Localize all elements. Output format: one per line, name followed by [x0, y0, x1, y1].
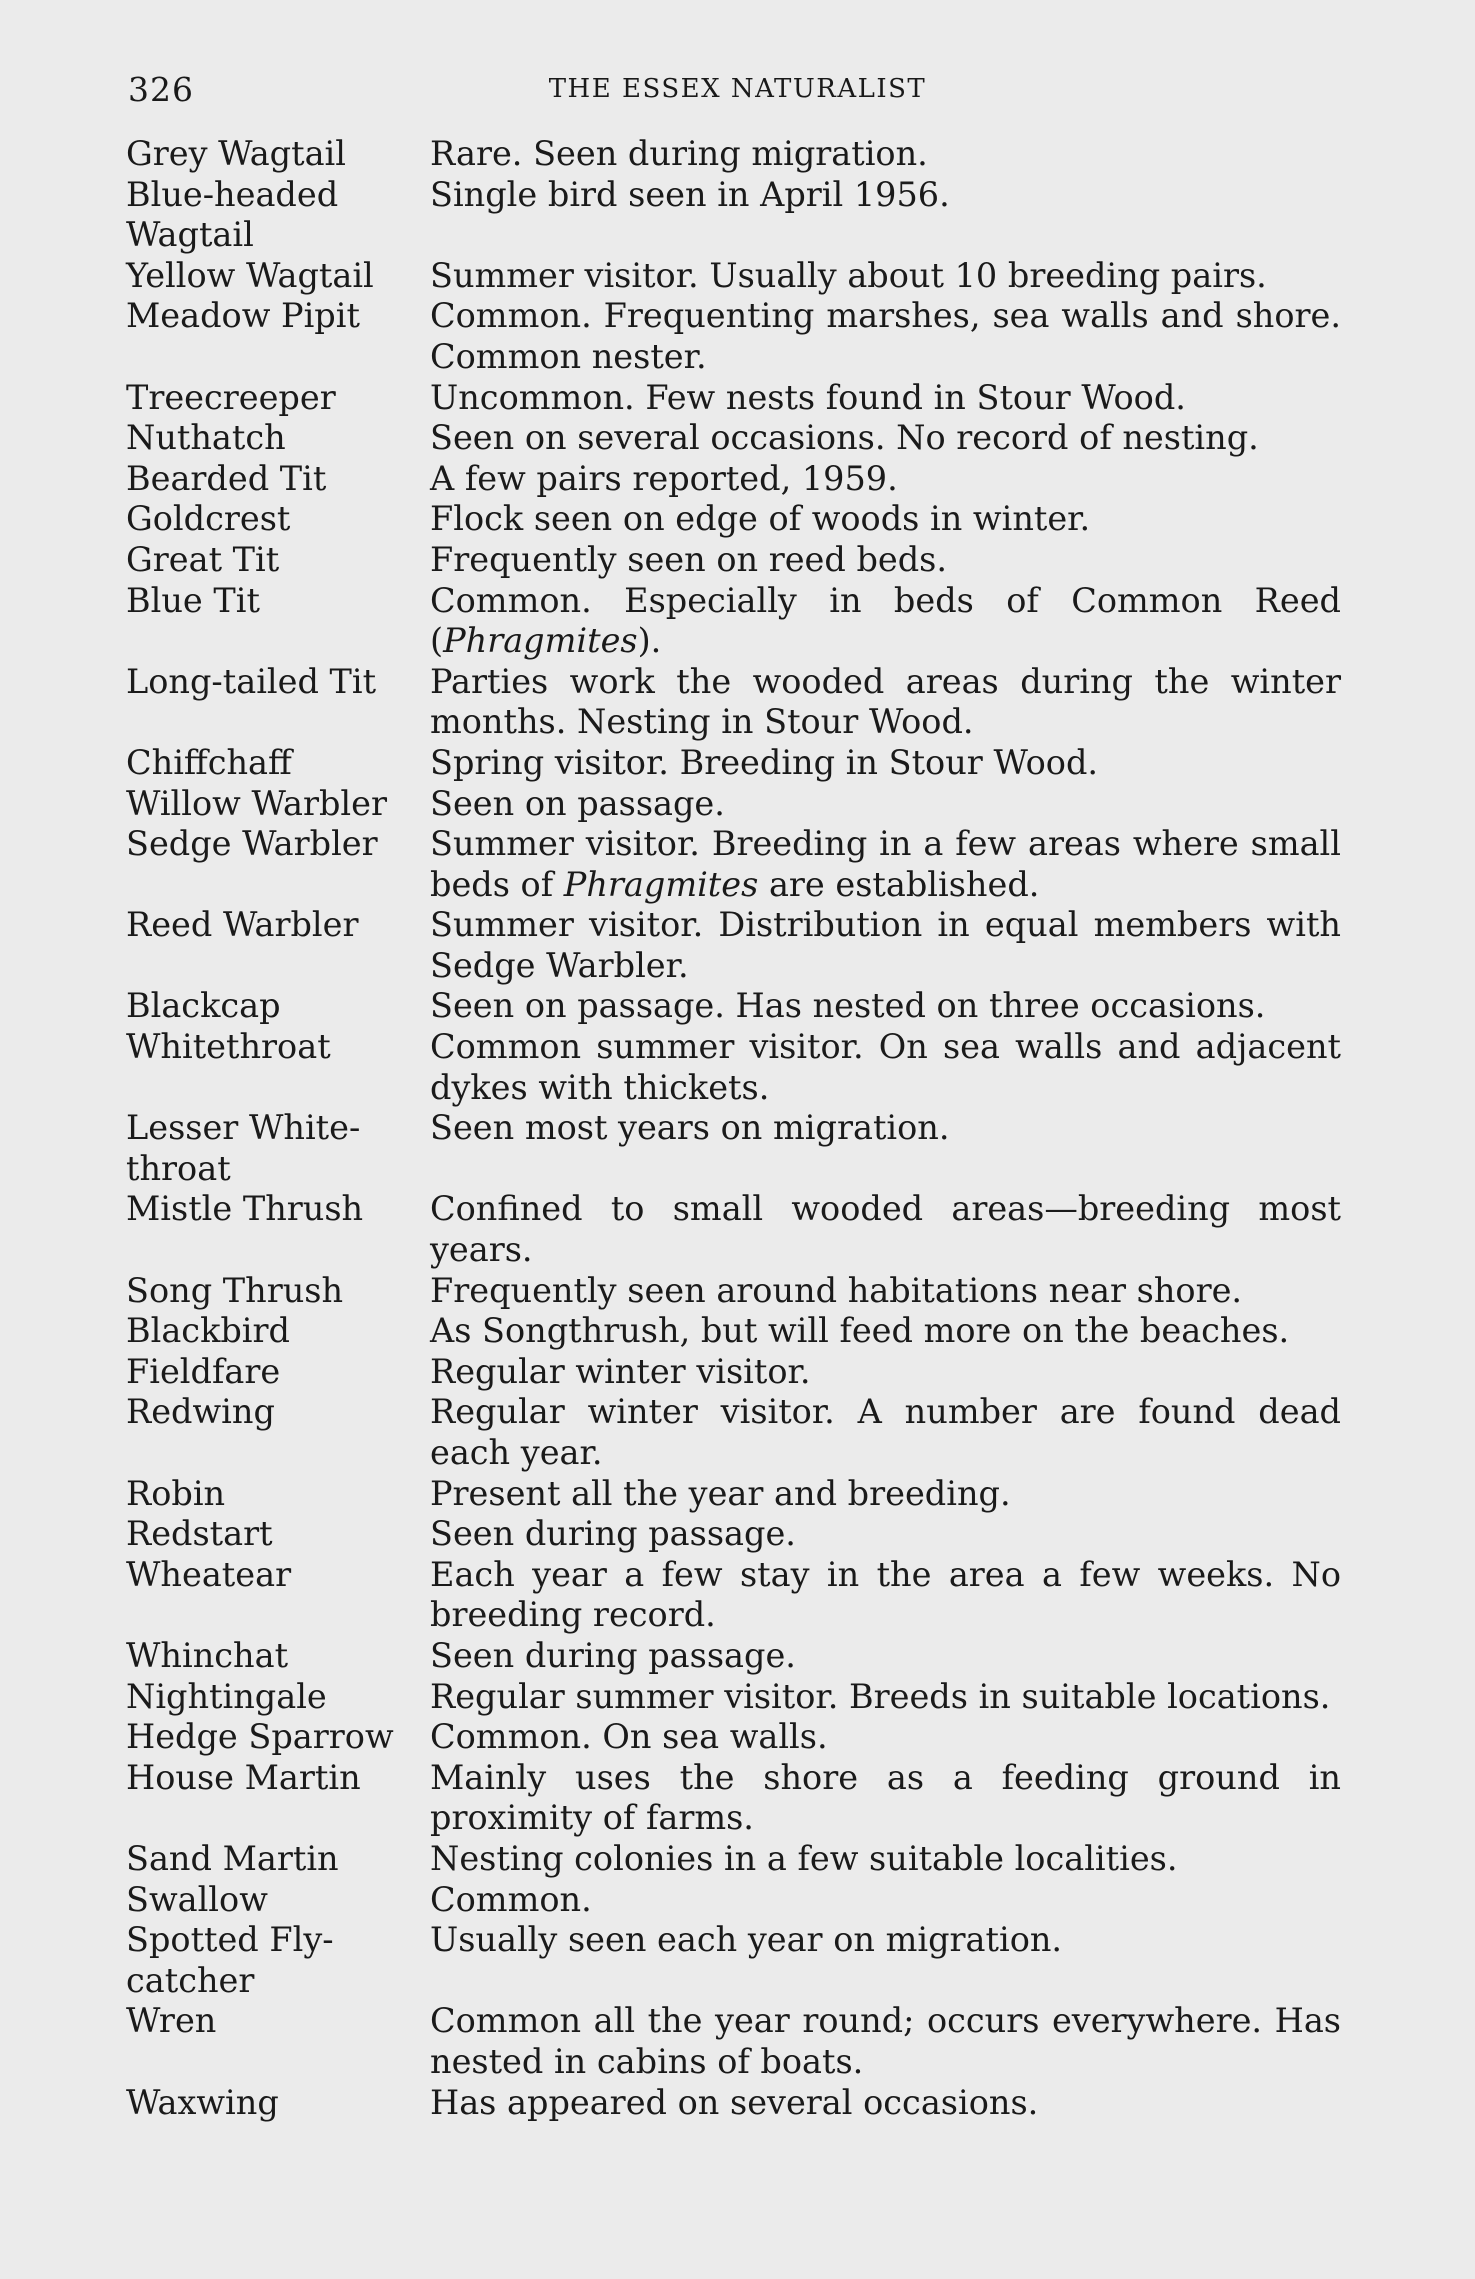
species-entry [126, 459, 1341, 500]
species-description: A few pairs reported, 1959. [430, 458, 898, 498]
species-name: Wren [126, 2001, 217, 2041]
species-name: Waxwing [126, 2082, 279, 2122]
species-name: Treecreeper [126, 377, 336, 417]
scientific-name: Phragmites [563, 864, 759, 904]
species-list [126, 134, 1341, 2123]
species-name: Great Tit [126, 539, 280, 579]
running-head: THE ESSEX NATURALIST [548, 74, 927, 104]
species-name: Fieldfare [126, 1351, 281, 1391]
species-entry [126, 1920, 1341, 2001]
species-description: Has appeared on several occasions. [430, 2082, 1039, 2122]
species-entry [126, 499, 1341, 540]
species-name: Hedge Sparrow [126, 1717, 394, 1757]
species-entry [126, 1352, 1341, 1393]
species-name: Lesser White-throat [126, 1108, 361, 1188]
species-name: Swallow [126, 1879, 268, 1919]
species-entry [126, 1717, 1341, 1758]
species-entry [126, 1108, 1341, 1189]
species-name: Sand Martin [126, 1838, 339, 1878]
scientific-name: Phragmites [443, 621, 638, 661]
species-name: Blackcap [126, 986, 281, 1026]
species-name: Grey Wagtail [126, 134, 346, 173]
species-description: Common. [430, 1879, 592, 1919]
species-description: Flock seen on edge of woods in winter. [430, 499, 1091, 539]
species-name: Blackbird [126, 1311, 290, 1351]
species-description: Seen during passage. [430, 1514, 796, 1554]
species-name: Sedge Warbler [126, 824, 378, 864]
species-description: Summer visitor. Distribution in equal members with Sedge Warbler. [430, 905, 1341, 985]
species-entry [126, 743, 1341, 784]
species-entry [126, 1636, 1341, 1677]
species-name: Meadow Pipit [126, 296, 360, 336]
species-description: Confined to small wooded areas—breeding most years. [430, 1189, 1341, 1270]
species-description: Rare. Seen during migration. [430, 134, 928, 173]
species-description: Parties work the wooded areas during the winter months. Nesting in Stour Wood. [430, 661, 1341, 742]
species-entry [126, 1271, 1341, 1312]
species-description: Common all the year round; occurs everywhere. Has nested in cabins of boats. [430, 2001, 1341, 2081]
species-entry [126, 1392, 1341, 1473]
species-entry [126, 784, 1341, 825]
species-description: Mainly uses the shore as a feeding ground in proximity of farms. [430, 1757, 1341, 1838]
species-name: Goldcrest [126, 499, 291, 539]
species-description: Common summer visitor. On sea walls and adjacent dykes with thickets. [430, 1027, 1341, 1107]
species-name: Yellow Wagtail [126, 255, 374, 295]
species-entry [126, 1474, 1341, 1515]
species-entry [126, 986, 1341, 1027]
species-name: Nuthatch [126, 418, 286, 458]
species-description: Regular summer visitor. Breeds in suitable locations. [430, 1676, 1331, 1716]
species-entry [126, 540, 1341, 581]
species-entry [126, 1758, 1341, 1839]
species-entry [126, 1677, 1341, 1718]
species-name: Whinchat [126, 1635, 289, 1675]
species-description: Regular winter visitor. [430, 1351, 811, 1391]
species-name: Willow Warbler [126, 783, 387, 823]
species-entry [126, 256, 1341, 297]
species-name: Spotted Fly-catcher [126, 1920, 334, 2000]
species-description: Frequently seen on reed beds. [430, 539, 948, 579]
species-entry [126, 1514, 1341, 1555]
species-entry [126, 824, 1341, 905]
species-entry [126, 2083, 1341, 2124]
species-entry [126, 581, 1341, 662]
species-entry [126, 1880, 1341, 1921]
species-description: Nesting colonies in a few suitable localities. [430, 1838, 1178, 1878]
species-description: As Songthrush, but will feed more on the beaches. [430, 1311, 1290, 1351]
species-entry [126, 2001, 1341, 2082]
species-entry [126, 296, 1341, 377]
species-description: Uncommon. Few nests found in Stour Wood. [430, 377, 1186, 417]
species-description: Usually seen each year on migration. [430, 1920, 1063, 1960]
species-description: Common. Especially in beds of Common Reed (Phragmites). [430, 580, 1341, 661]
species-description: Frequently seen around habitations near shore. [430, 1270, 1243, 1310]
species-entry [126, 1189, 1341, 1270]
species-name: Redstart [126, 1514, 273, 1554]
species-description: Seen on passage. [430, 783, 725, 823]
species-name: Whitethroat [126, 1027, 331, 1067]
species-name: Reed Warbler [126, 905, 359, 945]
species-description: Seen most years on migration. [430, 1108, 950, 1148]
page-number: 326 [128, 70, 194, 109]
species-entry [126, 378, 1341, 419]
species-name: House Martin [126, 1757, 361, 1797]
species-description: Single bird seen in April 1956. [430, 174, 950, 214]
species-description: Regular winter visitor. A number are found dead each year. [430, 1392, 1341, 1472]
species-entry [126, 1839, 1341, 1880]
species-entry [126, 1555, 1341, 1636]
species-description: Seen on passage. Has nested on three occasions. [430, 986, 1266, 1026]
species-description: Seen on several occasions. No record of nesting. [430, 418, 1259, 458]
species-name: Song Thrush [126, 1270, 344, 1310]
species-name: Wheatear [126, 1554, 292, 1594]
species-description: Present all the year and breeding. [430, 1473, 1011, 1513]
species-name: Chiffchaff [126, 742, 292, 782]
species-description: Common. On sea walls. [430, 1717, 828, 1757]
species-name: Nightingale [126, 1676, 327, 1716]
species-name: Bearded Tit [126, 458, 327, 498]
species-description: Each year a few stay in the area a few weeks. No breeding record. [430, 1554, 1341, 1635]
species-name: Redwing [126, 1392, 275, 1432]
species-entry [126, 662, 1341, 743]
species-entry [126, 1311, 1341, 1352]
species-name: Blue-headed Wagtail [126, 174, 339, 255]
species-entry [126, 418, 1341, 459]
species-name: Robin [126, 1473, 226, 1513]
species-description: Summer visitor. Usually about 10 breeding pairs. [430, 255, 1267, 295]
species-name: Mistle Thrush [126, 1189, 364, 1229]
species-entry [126, 175, 1341, 256]
species-description: Seen during passage. [430, 1635, 796, 1675]
species-entry [126, 905, 1341, 986]
species-name: Blue Tit [126, 580, 260, 620]
species-entry [126, 134, 1341, 175]
species-description: Common. Frequenting marshes, sea walls and shore. Common nester. [430, 296, 1341, 376]
species-entry [126, 1027, 1341, 1108]
species-description: Summer visitor. Breeding in a few areas where small beds of Phragmites are established. [430, 824, 1341, 904]
species-name: Long-tailed Tit [126, 661, 377, 701]
species-description: Spring visitor. Breeding in Stour Wood. [430, 742, 1099, 782]
